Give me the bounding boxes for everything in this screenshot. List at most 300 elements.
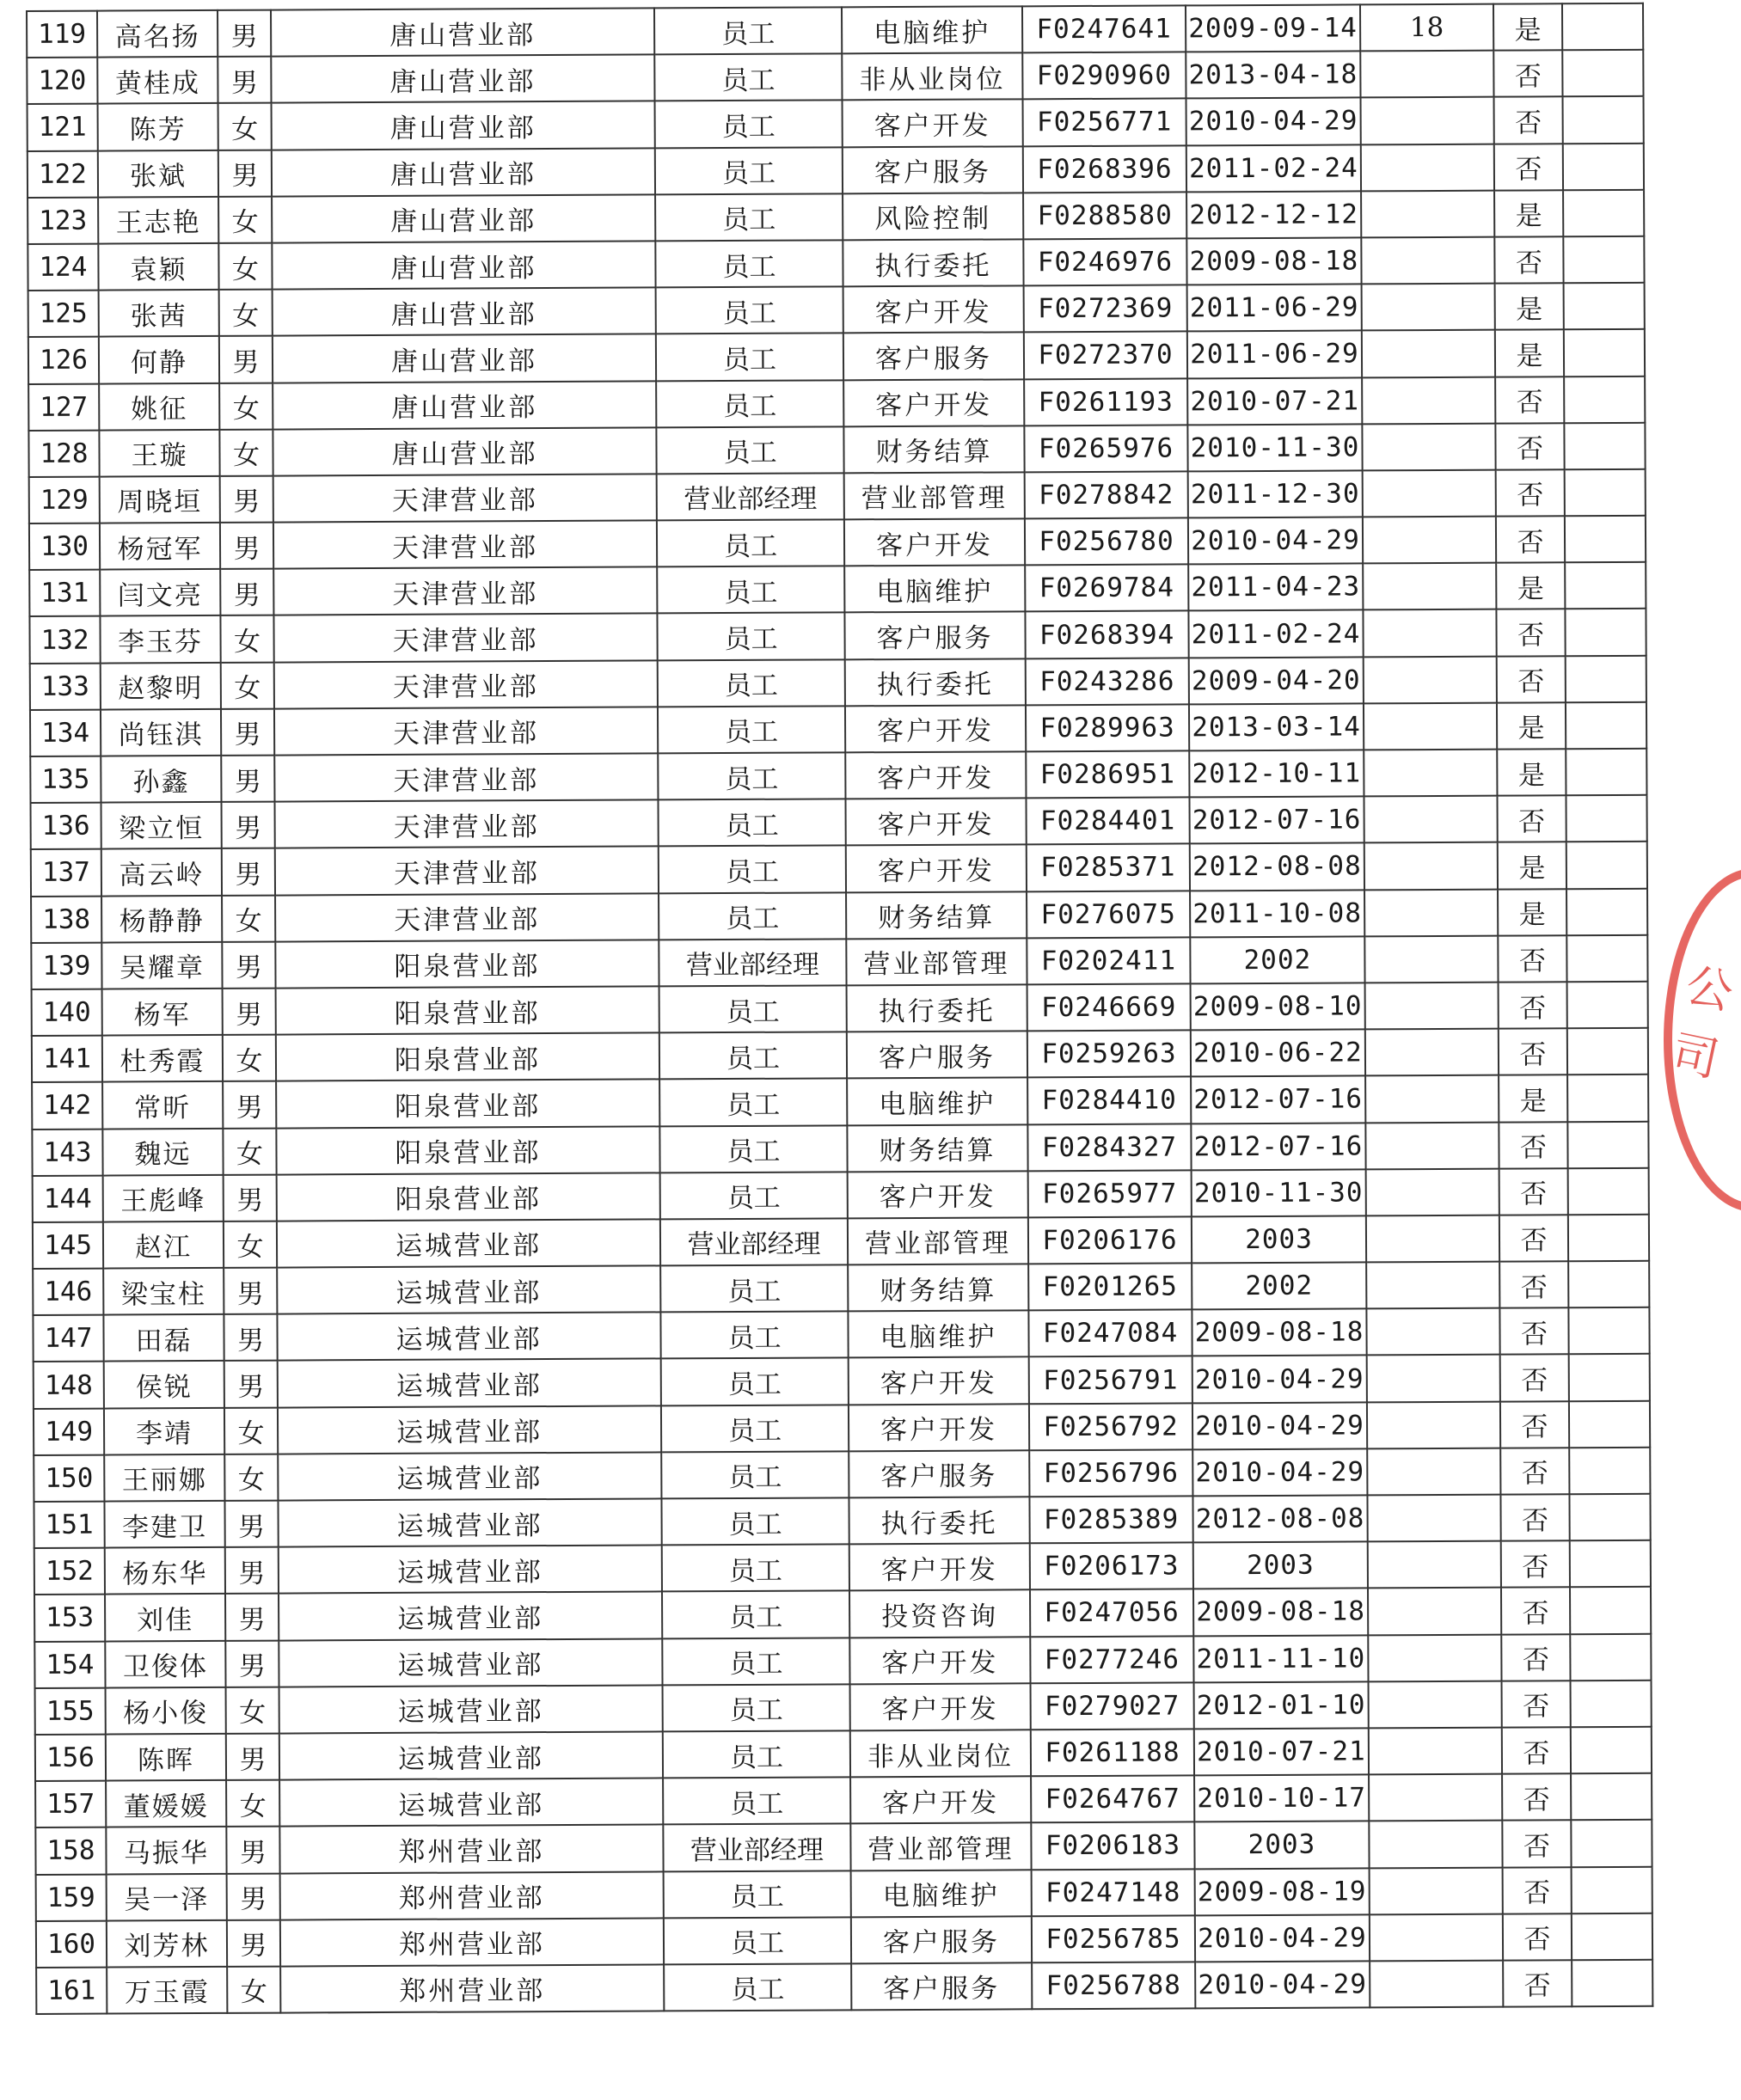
flag: 否 (1502, 1727, 1571, 1774)
job-post: 财务结算 (847, 1124, 1027, 1172)
job-post: 营业部管理 (850, 1823, 1031, 1870)
job-title: 员工 (659, 1032, 847, 1079)
row-number: 159 (36, 1874, 107, 1921)
registration-date: 2009-08-10 (1191, 983, 1365, 1030)
gender: 女 (219, 290, 273, 336)
blank-cell (1570, 1540, 1651, 1588)
registration-date: 2011-02-24 (1188, 610, 1363, 658)
table-row (30, 655, 1646, 709)
flag: 否 (1499, 1122, 1567, 1169)
row-number: 145 (33, 1221, 103, 1269)
flag: 是 (1495, 330, 1564, 377)
employee-name: 梁立恒 (101, 802, 222, 849)
employee-number: F0278842 (1025, 471, 1188, 518)
job-title: 员工 (658, 706, 845, 753)
extra-value (1365, 1075, 1499, 1123)
table-row (32, 1074, 1648, 1129)
job-title: 员工 (659, 892, 846, 940)
flag: 是 (1494, 190, 1563, 237)
employee-number: F0247641 (1022, 5, 1186, 52)
job-title: 员工 (664, 1917, 851, 1964)
registration-date: 2013-04-18 (1186, 52, 1360, 99)
extra-value (1362, 377, 1495, 424)
blank-cell (1566, 888, 1647, 935)
gender: 女 (220, 615, 273, 662)
extra-value (1364, 935, 1498, 983)
job-title: 员工 (662, 1591, 849, 1638)
department: 阳泉营业部 (276, 1033, 659, 1081)
flag: 否 (1503, 1867, 1572, 1914)
job-post: 客户开发 (849, 1637, 1030, 1684)
gender: 男 (219, 336, 273, 383)
employee-number: F0284410 (1027, 1077, 1191, 1124)
job-title: 员工 (658, 752, 845, 799)
gender: 女 (226, 1780, 279, 1827)
gender: 男 (224, 1314, 277, 1361)
department: 运城营业部 (279, 1592, 662, 1640)
employee-number: F0261193 (1024, 378, 1187, 426)
registration-date: 2009-08-19 (1195, 1868, 1370, 1915)
registration-date: 2011-06-29 (1187, 285, 1362, 332)
registration-date: 2009-09-14 (1186, 4, 1360, 52)
employee-name: 侯锐 (104, 1361, 224, 1408)
registration-date: 2012-10-11 (1189, 750, 1364, 797)
gender: 男 (224, 1501, 278, 1547)
blank-cell (1566, 795, 1646, 842)
job-post: 客户开发 (845, 799, 1026, 846)
table-row (34, 1400, 1650, 1454)
job-title: 员工 (662, 1638, 849, 1685)
employee-name: 杨冠军 (100, 523, 220, 570)
gender: 女 (219, 383, 273, 429)
flag: 否 (1499, 1307, 1568, 1355)
row-number: 147 (33, 1315, 103, 1362)
employee-number: F0269784 (1025, 565, 1188, 612)
employee-name: 吴耀章 (101, 942, 222, 989)
job-title: 营业部经理 (660, 1218, 848, 1265)
row-number: 131 (29, 570, 100, 617)
employee-name: 马振华 (106, 1827, 226, 1874)
blank-cell (1571, 1681, 1652, 1728)
job-title: 员工 (659, 1125, 847, 1172)
employee-number: F0256791 (1029, 1356, 1192, 1404)
department: 运城营业部 (277, 1219, 660, 1267)
registration-date: 2010-06-22 (1191, 1030, 1365, 1077)
table-row (31, 842, 1647, 896)
registration-date: 2002 (1192, 1262, 1366, 1309)
job-post: 客户开发 (846, 845, 1027, 892)
employee-number: F0288580 (1023, 192, 1186, 239)
extra-value (1367, 1355, 1500, 1402)
job-title: 员工 (659, 1079, 847, 1126)
employee-number: F0247056 (1030, 1589, 1193, 1637)
registration-date: 2010-04-29 (1192, 1448, 1367, 1496)
blank-cell (1562, 3, 1643, 51)
registration-date: 2010-10-17 (1194, 1775, 1369, 1822)
blank-cell (1571, 1820, 1652, 1867)
job-title: 员工 (654, 54, 842, 101)
department: 天津营业部 (273, 474, 657, 522)
registration-date: 2011-12-30 (1188, 470, 1363, 517)
gender: 男 (223, 1081, 276, 1128)
extra-value (1365, 983, 1499, 1030)
employee-name: 田磊 (103, 1314, 224, 1362)
employee-number: F0272369 (1024, 285, 1187, 333)
employee-number: F0268394 (1025, 611, 1188, 658)
table-row (34, 1354, 1650, 1408)
employee-name: 杨军 (102, 989, 223, 1036)
row-number: 120 (27, 58, 97, 105)
employee-name: 周晓垣 (100, 476, 220, 523)
table-row (28, 143, 1644, 197)
flag: 是 (1496, 563, 1565, 610)
registration-date: 2010-04-29 (1195, 1961, 1370, 2008)
registration-date: 2009-08-18 (1186, 237, 1361, 285)
employee-name: 杨静静 (101, 895, 222, 942)
job-title: 员工 (655, 147, 843, 194)
gender: 男 (225, 1547, 279, 1594)
gender: 男 (226, 1827, 279, 1873)
department: 天津营业部 (273, 614, 657, 662)
row-number: 133 (30, 663, 101, 710)
extra-value (1365, 1029, 1499, 1076)
registration-date: 2003 (1192, 1215, 1366, 1263)
blank-cell (1572, 1960, 1652, 2007)
job-post: 电脑维护 (844, 566, 1025, 613)
employee-name: 卫俊体 (105, 1640, 225, 1687)
table-row (29, 516, 1646, 570)
department: 天津营业部 (275, 800, 659, 848)
employee-name: 刘芳林 (107, 1920, 227, 1968)
gender: 男 (220, 475, 273, 522)
row-number: 140 (32, 989, 102, 1037)
table-row (36, 1913, 1652, 1967)
table-row (34, 1633, 1651, 1687)
flag: 否 (1501, 1634, 1570, 1681)
blank-cell (1566, 842, 1647, 889)
row-number: 137 (31, 849, 101, 897)
department: 唐山营业部 (273, 427, 656, 475)
job-title: 员工 (663, 1777, 850, 1824)
row-number: 125 (28, 291, 99, 338)
extra-value (1364, 889, 1498, 936)
registration-date: 2010-04-29 (1186, 98, 1361, 145)
table-row (28, 283, 1645, 337)
employee-number: F0285389 (1029, 1496, 1192, 1543)
employee-number: F0284401 (1026, 798, 1189, 845)
gender: 女 (224, 1407, 278, 1454)
gender: 女 (218, 103, 272, 150)
job-post: 客户服务 (851, 1916, 1032, 1963)
gender: 女 (223, 1128, 276, 1174)
employee-number: F0201265 (1028, 1263, 1192, 1310)
employee-number: F0264767 (1031, 1776, 1194, 1823)
flag: 否 (1503, 1913, 1572, 1961)
employee-number: F0256780 (1025, 517, 1188, 565)
table-row (27, 3, 1643, 58)
department: 阳泉营业部 (276, 1126, 659, 1174)
table-row (33, 1261, 1649, 1315)
table-row (32, 1028, 1648, 1082)
table-row (29, 609, 1646, 663)
gender: 男 (225, 1594, 279, 1640)
seal-fragment-text: 公司 (1666, 957, 1738, 1088)
job-title: 员工 (657, 613, 844, 660)
row-number: 150 (34, 1454, 104, 1502)
gender: 男 (224, 1361, 278, 1407)
flag: 是 (1497, 702, 1566, 750)
employee-number: F0285371 (1027, 844, 1190, 891)
job-title: 员工 (660, 1264, 848, 1312)
gender: 男 (222, 848, 275, 895)
blank-cell (1567, 1121, 1648, 1168)
employee-name: 魏远 (102, 1128, 223, 1175)
flag: 否 (1502, 1773, 1571, 1821)
registration-date: 2011-02-24 (1186, 144, 1361, 192)
employee-name: 杨东华 (105, 1547, 225, 1595)
row-number: 155 (35, 1687, 106, 1735)
table-row (29, 469, 1646, 523)
job-title: 员工 (654, 7, 842, 54)
job-title: 员工 (661, 1451, 849, 1498)
extra-value (1369, 1821, 1502, 1868)
extra-value (1368, 1634, 1501, 1681)
table-row (28, 236, 1644, 291)
job-post: 非从业岗位 (850, 1730, 1031, 1777)
employee-number: F0256792 (1029, 1403, 1192, 1450)
gender: 女 (218, 243, 272, 290)
extra-value (1370, 1913, 1503, 1961)
registration-date: 2010-11-30 (1192, 1169, 1366, 1216)
row-number: 127 (28, 383, 99, 431)
employee-name: 尚钰淇 (101, 709, 221, 756)
gender: 男 (225, 1640, 279, 1687)
employee-number: F0261188 (1031, 1729, 1194, 1776)
row-number: 122 (28, 150, 98, 198)
registration-date: 2012-07-16 (1191, 1076, 1365, 1123)
job-post: 客户开发 (850, 1683, 1031, 1730)
gender: 男 (221, 756, 274, 802)
extra-value (1367, 1401, 1500, 1448)
registration-date: 2002 (1190, 936, 1364, 983)
employee-number: F0259263 (1027, 1031, 1191, 1078)
department: 运城营业部 (279, 1685, 663, 1733)
flag: 否 (1494, 97, 1563, 144)
flag: 否 (1501, 1540, 1570, 1588)
gender: 女 (223, 1035, 276, 1081)
row-number: 123 (28, 197, 98, 244)
employee-number: F0206183 (1031, 1822, 1194, 1870)
blank-cell (1565, 469, 1646, 517)
job-post: 执行委托 (845, 658, 1026, 706)
extra-value (1364, 656, 1497, 703)
job-title: 员工 (657, 519, 844, 566)
blank-cell (1563, 190, 1644, 237)
flag: 是 (1499, 1075, 1567, 1123)
employee-number: F0206173 (1030, 1543, 1193, 1590)
blank-cell (1566, 749, 1646, 796)
row-number: 119 (27, 11, 97, 58)
employee-name: 常昕 (102, 1081, 223, 1129)
employee-number: F0279027 (1031, 1682, 1194, 1730)
department: 天津营业部 (273, 520, 657, 568)
department: 阳泉营业部 (276, 1080, 659, 1128)
blank-cell (1569, 1400, 1650, 1448)
blank-cell (1568, 1215, 1649, 1262)
row-number: 136 (31, 803, 101, 850)
department: 天津营业部 (274, 753, 658, 801)
gender: 男 (220, 523, 273, 569)
job-title: 员工 (662, 1545, 849, 1592)
row-number: 128 (28, 430, 99, 477)
job-post: 客户开发 (843, 379, 1024, 426)
job-title: 员工 (655, 193, 843, 241)
job-title: 员工 (661, 1497, 849, 1545)
gender: 男 (224, 1268, 277, 1314)
table-row (34, 1587, 1651, 1641)
gender: 男 (226, 1734, 279, 1780)
employee-name: 吴一泽 (107, 1873, 227, 1920)
table-row (32, 1121, 1648, 1175)
flag: 否 (1499, 1261, 1568, 1308)
flag: 否 (1498, 935, 1566, 983)
job-post: 客户开发 (849, 1404, 1029, 1451)
extra-value (1370, 1867, 1503, 1914)
flag: 否 (1494, 144, 1563, 191)
employee-number: F0265977 (1028, 1170, 1192, 1217)
job-post: 客户服务 (847, 1031, 1027, 1078)
blank-cell (1564, 422, 1645, 469)
employee-roster-table (26, 3, 1653, 2015)
job-post: 营业部管理 (844, 472, 1025, 519)
department: 阳泉营业部 (277, 1172, 660, 1221)
row-number: 158 (35, 1828, 106, 1875)
gender: 男 (218, 10, 271, 57)
row-number: 126 (28, 337, 99, 384)
flag: 是 (1493, 3, 1562, 51)
department: 唐山营业部 (272, 148, 655, 196)
employee-name: 姚征 (99, 383, 219, 430)
blank-cell (1567, 982, 1648, 1029)
employee-name: 李玉芬 (100, 615, 220, 663)
job-title: 员工 (658, 799, 845, 847)
flag: 否 (1502, 1681, 1571, 1728)
job-post: 风险控制 (843, 193, 1023, 240)
department: 唐山营业部 (271, 55, 654, 103)
gender: 男 (221, 708, 274, 755)
flag: 否 (1501, 1588, 1570, 1635)
employee-name: 张茜 (99, 290, 219, 337)
extra-value (1367, 1448, 1500, 1495)
employee-name: 王丽娜 (104, 1454, 224, 1502)
flag: 否 (1496, 516, 1565, 563)
blank-cell (1562, 50, 1643, 97)
blank-cell (1571, 1727, 1652, 1774)
registration-date: 2011-06-29 (1187, 331, 1362, 378)
employee-number: F0206176 (1028, 1216, 1192, 1264)
table-row (35, 1820, 1652, 1874)
job-post: 财务结算 (843, 426, 1024, 473)
registration-date: 2012-12-12 (1186, 191, 1361, 238)
blank-cell (1572, 1913, 1652, 1960)
department: 唐山营业部 (273, 381, 656, 429)
flag: 否 (1496, 609, 1565, 657)
blank-cell (1565, 609, 1646, 656)
employee-name: 赵江 (103, 1221, 224, 1269)
row-number: 154 (34, 1641, 105, 1688)
department: 天津营业部 (275, 847, 659, 895)
employee-number: F0268396 (1023, 145, 1186, 193)
job-post: 非从业岗位 (842, 53, 1022, 101)
job-title: 员工 (658, 659, 845, 707)
gender: 男 (227, 1873, 280, 1919)
extra-value (1365, 1122, 1499, 1169)
extra-value (1361, 190, 1494, 237)
table-row (33, 1307, 1649, 1362)
blank-cell (1568, 1261, 1649, 1308)
employee-number: F0276075 (1027, 891, 1190, 938)
job-post: 电脑维护 (851, 1870, 1032, 1917)
blank-cell (1565, 516, 1646, 563)
job-post: 客户开发 (850, 1776, 1031, 1823)
row-number: 132 (29, 616, 100, 664)
registration-date: 2012-08-08 (1192, 1495, 1367, 1542)
employee-number: F0256771 (1023, 99, 1186, 146)
job-title: 员工 (659, 846, 846, 893)
employee-number: F0284327 (1027, 1123, 1191, 1171)
registration-date: 2011-11-10 (1193, 1635, 1368, 1682)
flag: 是 (1498, 842, 1566, 890)
row-number: 134 (30, 709, 101, 756)
department: 运城营业部 (278, 1359, 661, 1407)
department: 天津营业部 (274, 660, 658, 708)
employee-number: F0202411 (1027, 937, 1190, 984)
extra-value (1366, 1168, 1499, 1215)
department: 阳泉营业部 (275, 940, 659, 988)
employee-name: 杜秀霞 (102, 1035, 223, 1082)
employee-name: 闫文亮 (100, 569, 220, 616)
flag: 否 (1495, 377, 1564, 424)
table-row (28, 422, 1645, 476)
job-post: 客户服务 (843, 146, 1023, 193)
job-post: 电脑维护 (842, 6, 1022, 53)
row-number: 121 (28, 104, 98, 151)
registration-date: 2012-01-10 (1194, 1681, 1369, 1729)
extra-value (1368, 1588, 1501, 1635)
row-number: 151 (34, 1502, 104, 1549)
department: 运城营业部 (277, 1265, 660, 1313)
extra-value (1363, 563, 1496, 610)
employee-name: 陈晖 (106, 1734, 226, 1781)
registration-date: 2009-08-18 (1193, 1589, 1368, 1636)
table-row (30, 702, 1646, 756)
table-row (27, 50, 1643, 104)
flag: 否 (1503, 1960, 1572, 2007)
flag: 否 (1502, 1821, 1571, 1868)
job-post: 客户开发 (849, 1357, 1029, 1405)
extra-value (1369, 1728, 1502, 1775)
employee-name: 刘佳 (105, 1594, 225, 1641)
job-post: 执行委托 (843, 239, 1023, 286)
department: 运城营业部 (279, 1638, 662, 1687)
employee-name: 王彪峰 (103, 1175, 224, 1222)
blank-cell (1563, 236, 1644, 284)
extra-value (1363, 470, 1496, 517)
department: 唐山营业部 (272, 194, 655, 242)
department: 郑州营业部 (279, 1825, 663, 1873)
registration-date: 2010-04-29 (1192, 1356, 1367, 1403)
flag: 否 (1500, 1448, 1569, 1495)
